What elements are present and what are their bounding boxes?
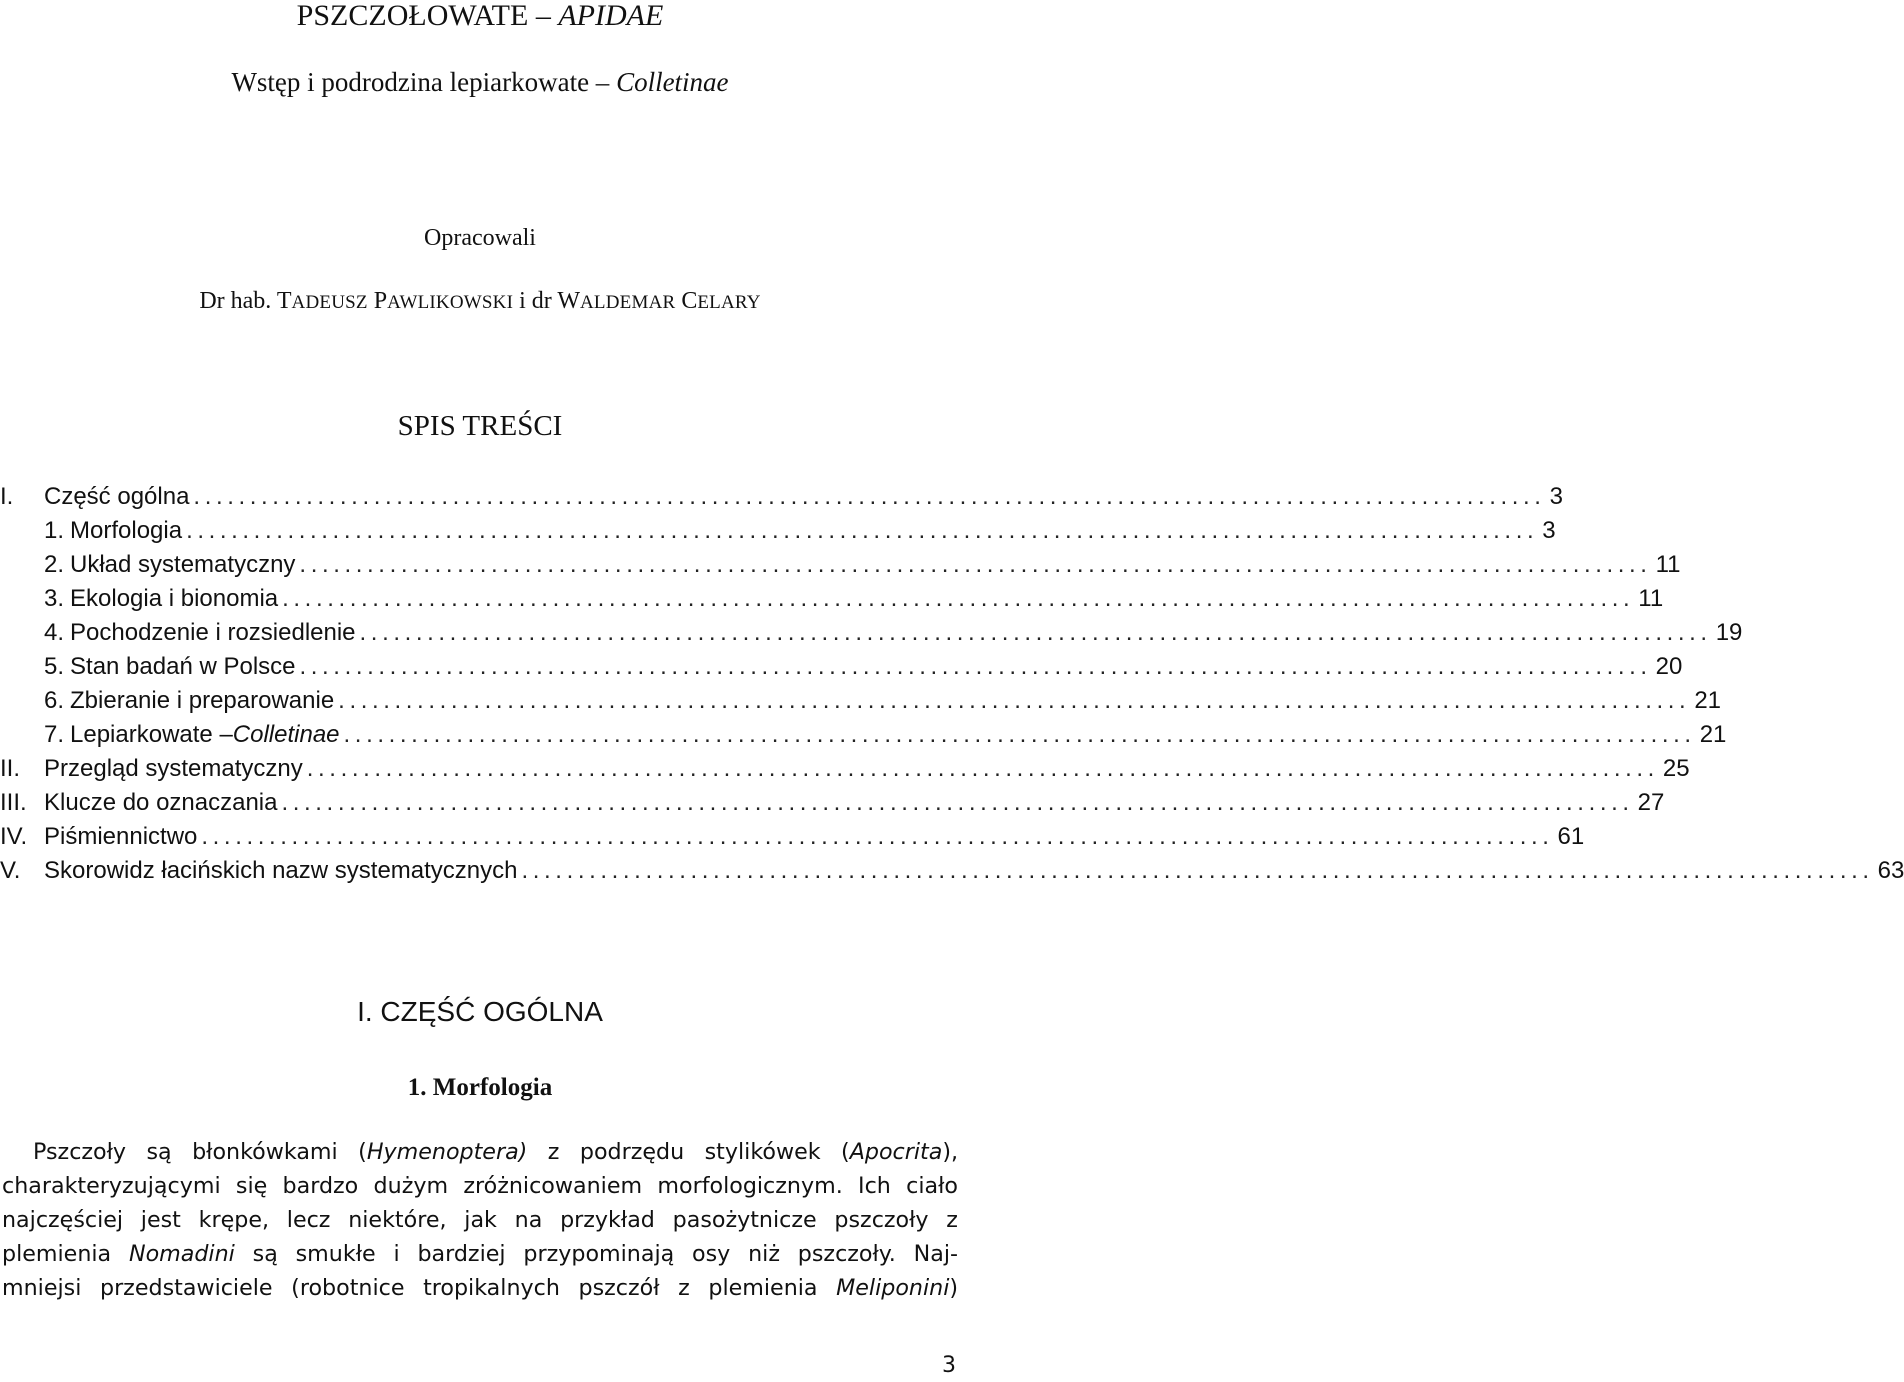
toc-leader-dots: ........................................................................................................................ (343, 721, 1696, 748)
toc-leader-dots: ........................................................................................................................ (299, 653, 1652, 680)
toc-entry-label: Układ systematyczny (70, 551, 296, 578)
toc-entry[interactable] (0, 753, 1690, 785)
toc-entry-number: 7. (44, 721, 65, 748)
body-line-5 (2, 1271, 958, 1305)
toc-leader-dots: ........................................................................................................................ (338, 687, 1691, 714)
body-latin-term: Nomadini (128, 1241, 235, 1267)
author1-prefix: Dr hab. (199, 288, 277, 314)
toc-entry[interactable] (0, 787, 1665, 819)
author1-last-cap: P (373, 288, 388, 314)
authors-line (0, 286, 960, 318)
author2-last-cap: C (681, 288, 698, 314)
toc-entry-label: Morfologia (70, 517, 183, 544)
author1-first-rest: ADEUSZ (291, 292, 368, 313)
prepared-by: Opracowali (424, 225, 536, 251)
toc-entry[interactable] (44, 685, 1722, 717)
toc-entry[interactable] (0, 855, 1904, 887)
toc-entry[interactable] (44, 651, 1683, 683)
body-text: z podrzędu stylikówek ( (527, 1139, 850, 1165)
toc-entry-number: 2. (44, 551, 65, 578)
body-text: są smukłe i bardziej przypominają osy niż pszczoły. Naj- (234, 1241, 958, 1267)
toc-entry-number: II. (0, 755, 21, 782)
toc-entry-number: 4. (44, 619, 65, 646)
toc-entry-label: Klucze do oznaczania (44, 789, 278, 816)
toc-entry[interactable] (44, 515, 1556, 547)
toc-entry-page: 3 (1542, 517, 1556, 544)
toc-entry-page: 3 (1549, 483, 1563, 510)
toc-entry-number: I. (0, 483, 14, 510)
authors-connector: i dr (513, 288, 558, 314)
toc-entry-number: IV. (0, 823, 28, 850)
toc-entry-number: 3. (44, 585, 65, 612)
body-text: ), (942, 1139, 959, 1165)
body-text: Pszczoły są błonkówkami ( (33, 1139, 367, 1165)
toc-entry-number: 5. (44, 653, 65, 680)
toc-leader-dots: ........................................................................................................................ (299, 551, 1652, 578)
subsection-heading: 1. Morfologia (407, 1074, 553, 1101)
body-text: ) (949, 1275, 959, 1301)
toc-entry-page: 21 (1694, 687, 1722, 714)
title-main: PSZCZOŁOWATE – (296, 0, 559, 32)
body-line-4 (2, 1237, 958, 1271)
toc-entry-page: 11 (1638, 585, 1664, 612)
toc-entry-page: 63 (1877, 857, 1904, 884)
toc-leader-dots: ........................................................................................................................ (359, 619, 1712, 646)
toc-entry-label: Część ogólna (44, 483, 190, 510)
toc-entry-number: 6. (44, 687, 65, 714)
author2-first-rest: ALDEMAR (580, 292, 676, 313)
title-latin: APIDAE (558, 0, 664, 32)
toc-entry-number: 1. (44, 517, 65, 544)
author2-first-cap: W (557, 288, 581, 314)
toc-entry-label: Piśmiennictwo (44, 823, 198, 850)
body-text: plemienia (2, 1241, 129, 1267)
section-heading: I. CZĘŚĆ OGÓLNA (357, 996, 603, 1027)
toc-leader-dots: ........................................................................................................................ (281, 789, 1634, 816)
toc-leader-dots: ........................................................................................................................ (306, 755, 1659, 782)
toc-entry-label: Zbieranie i preparowanie (70, 687, 335, 714)
toc-entry-label: Stan badań w Polsce (70, 653, 296, 680)
toc-leader-dots: ........................................................................................................................ (193, 483, 1546, 510)
toc-entry-page: 21 (1699, 721, 1727, 748)
toc-entry[interactable] (0, 481, 1563, 513)
toc-heading: SPIS TREŚCI (397, 410, 563, 442)
page-number: 3 (942, 1353, 956, 1378)
author1-last-rest: AWLIKOWSKI (387, 292, 514, 313)
toc-entry-label: Skorowidz łacińskich nazw systematycznych (44, 857, 518, 884)
toc-entry-page: 61 (1557, 823, 1585, 850)
toc-entry-label: Przegląd systematyczny (44, 755, 303, 782)
body-line-2 (2, 1169, 958, 1203)
page-subtitle (0, 65, 960, 99)
toc-leader-dots: ........................................................................................................................ (201, 823, 1554, 850)
body-text: mniejsi przedstawiciele (robotnice tropikalnych pszczół z plemienia (2, 1275, 837, 1301)
toc-entry-label: Ekologia i bionomia (70, 585, 279, 612)
toc-entry-page: 27 (1637, 789, 1665, 816)
toc-entry[interactable] (44, 617, 1743, 649)
toc-entry-latin: Colletinae (232, 721, 340, 748)
body-latin-term: Meliponini (836, 1275, 950, 1301)
toc-leader-dots: ........................................................................................................................ (521, 857, 1874, 884)
subtitle-main: Wstęp i podrodzina lepiarkowate – (231, 67, 617, 97)
toc-entry-number: V. (0, 857, 21, 884)
author2-last-rest: ELARY (697, 292, 761, 313)
body-latin-term: Apocrita (849, 1139, 943, 1165)
body-line-3 (2, 1203, 958, 1237)
toc-entry[interactable] (0, 821, 1585, 853)
toc-entry-page: 11 (1655, 551, 1681, 578)
toc-entry-label: Pochodzenie i rozsiedlenie (70, 619, 356, 646)
toc-entry[interactable] (44, 549, 1681, 581)
page-title (0, 0, 960, 34)
toc-entry-number: III. (0, 789, 27, 816)
toc-entry-page: 19 (1715, 619, 1743, 646)
body-latin-term: Hymenoptera) (366, 1139, 528, 1165)
body-text: charakteryzującymi się bardzo dużym zróżnicowaniem morfologicznym. Ich ciało (2, 1173, 958, 1199)
author1-first-cap: T (276, 288, 292, 314)
toc-leader-dots: ........................................................................................................................ (282, 585, 1635, 612)
toc-entry[interactable] (44, 719, 1727, 751)
toc-entry-label: Lepiarkowate – (70, 721, 233, 748)
toc-entry[interactable] (44, 583, 1664, 615)
toc-entry-page: 25 (1662, 755, 1690, 782)
body-line-1 (2, 1135, 958, 1169)
body-text: najczęściej jest krępe, lecz niektóre, jak na przykład pasożytnicze pszczoły z (2, 1207, 958, 1233)
body-paragraph (2, 1135, 958, 1305)
toc-entry-page: 20 (1655, 653, 1683, 680)
subtitle-latin: Colletinae (616, 67, 729, 97)
toc-leader-dots: ........................................................................................................................ (186, 517, 1539, 544)
